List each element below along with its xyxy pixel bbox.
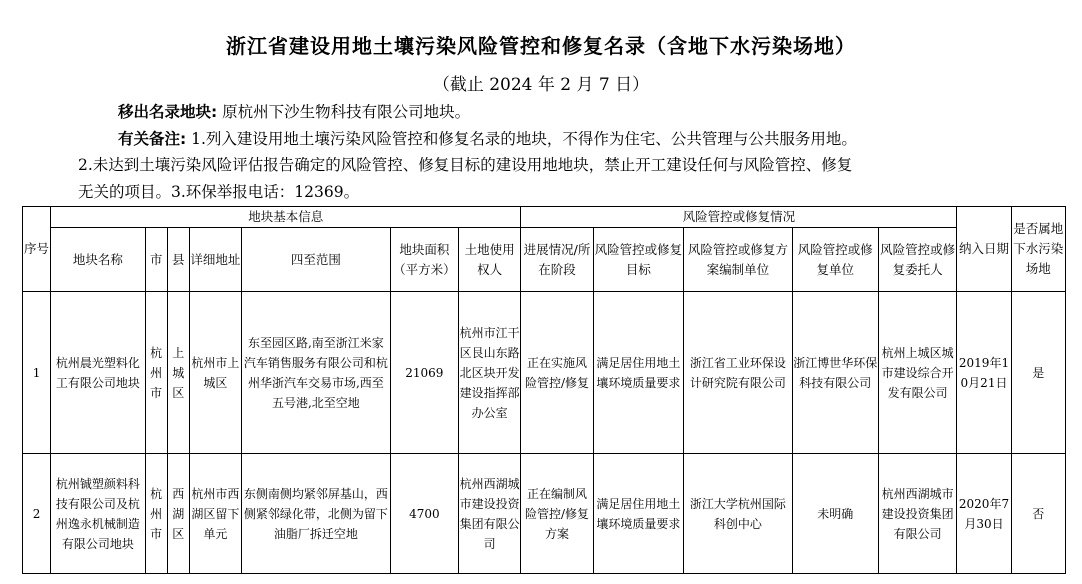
- row-bounds: 东至园区路,南至浙江米家汽车销售服务有限公司和杭州华浙汽车交易市场,西至五号港,北至空地: [242, 292, 391, 454]
- row-city: 杭州市: [145, 292, 167, 454]
- col-target: 风险管控或修复目标: [593, 228, 683, 292]
- header-group-row: [23, 207, 1066, 228]
- row-plan-unit: 浙江省工业环保设计研究院有限公司: [684, 292, 793, 454]
- row-area: 21069: [390, 292, 458, 454]
- remark-note: [118, 127, 857, 149]
- row-plan-unit: 浙江大学杭州国际科创中心: [684, 454, 793, 574]
- col-county: 县: [167, 228, 189, 292]
- remark-label: 有关备注:: [118, 130, 187, 148]
- row-address: 杭州市上城区: [189, 292, 241, 454]
- header-row: [23, 228, 1066, 292]
- col-owner: 土地使用权人: [459, 228, 521, 292]
- row-address: 杭州市西湖区留下单元: [189, 454, 241, 574]
- col-date: 纳入日期: [957, 207, 1011, 292]
- row-name: 杭州晨光塑料化工有限公司地块: [51, 292, 145, 454]
- row-owner: 杭州市江干区艮山东路北区块开发建设指挥部办公室: [459, 292, 521, 454]
- row-target: 满足居住用地土壤环境质量要求: [593, 454, 683, 574]
- col-area: 地块面积（平方米）: [390, 228, 458, 292]
- row-no: 2: [23, 454, 51, 574]
- row-name: 杭州铖塑颜料科技有限公司及杭州逸永机械制造有限公司地块: [51, 454, 145, 574]
- page-title: 浙江省建设用地土壤污染风险管控和修复名录（含地下水污染场地）: [226, 34, 856, 58]
- row-client: 杭州西湖城市建设投资集团有限公司: [879, 454, 957, 574]
- row-groundwater: 是: [1011, 292, 1065, 454]
- row-client: 杭州上城区城市建设综合开发有限公司: [879, 292, 957, 454]
- row-repair-unit: 浙江博世华环保科技有限公司: [792, 292, 878, 454]
- row-date: 2020年7月30日: [957, 454, 1011, 574]
- removed-note: [118, 100, 470, 122]
- row-bounds: 东侧南侧均紧邻屏基山，西侧紧邻绿化带，北侧为留下油脂厂拆迁空地: [242, 454, 391, 574]
- group-risk-info: 风险管控或修复情况: [521, 207, 957, 228]
- row-progress: 正在实施风险管控/修复: [521, 292, 593, 454]
- col-city: 市: [145, 228, 167, 292]
- col-progress: 进展情况/所在阶段: [521, 228, 593, 292]
- row-groundwater: 否: [1011, 454, 1065, 574]
- col-name: 地块名称: [51, 228, 145, 292]
- row-target: 满足居住用地土壤环境质量要求: [593, 292, 683, 454]
- table-row: [23, 292, 1066, 454]
- row-no: 1: [23, 292, 51, 454]
- col-plan-unit: 风险管控或修复方案编制单位: [684, 228, 793, 292]
- row-repair-unit: 未明确: [792, 454, 878, 574]
- cutoff-date: （截止 2024 年 2 月 7 日）: [432, 75, 650, 95]
- row-county: 上城区: [167, 292, 189, 454]
- row-county: 西湖区: [167, 454, 189, 574]
- table-row: [23, 454, 1066, 574]
- col-client: 风险管控或修复委托人: [879, 228, 957, 292]
- col-bounds: 四至范围: [242, 228, 391, 292]
- row-city: 杭州市: [145, 454, 167, 574]
- col-repair-unit: 风险管控或修复单位: [792, 228, 878, 292]
- col-address: 详细地址: [189, 228, 241, 292]
- row-owner: 杭州西湖城市建设投资集团有限公司: [459, 454, 521, 574]
- row-date: 2019年10月21日: [957, 292, 1011, 454]
- row-progress: 正在编制风险管控/修复方案: [521, 454, 593, 574]
- group-basic-info: 地块基本信息: [51, 207, 521, 228]
- removed-label: 移出名录地块:: [118, 103, 218, 121]
- site-table: [22, 206, 1066, 574]
- row-area: 4700: [390, 454, 458, 574]
- col-no: 序号: [23, 207, 51, 292]
- remark-line1: 1.列入建设用地土壤污染风险管控和修复名录的地块，不得作为住宅、公共管理与公共服务用地。: [191, 130, 857, 148]
- remark-line3: 无关的项目。3.环保举报电话：12369。: [78, 183, 360, 201]
- removed-text: 原杭州下沙生物科技有限公司地块。: [222, 103, 471, 121]
- col-groundwater: 是否属地下水污染场地: [1011, 207, 1065, 292]
- remark-line2: 2.未达到土壤污染风险评估报告确定的风险管控、修复目标的建设用地地块，禁止开工建设任何与风险管控、修复: [78, 156, 853, 174]
